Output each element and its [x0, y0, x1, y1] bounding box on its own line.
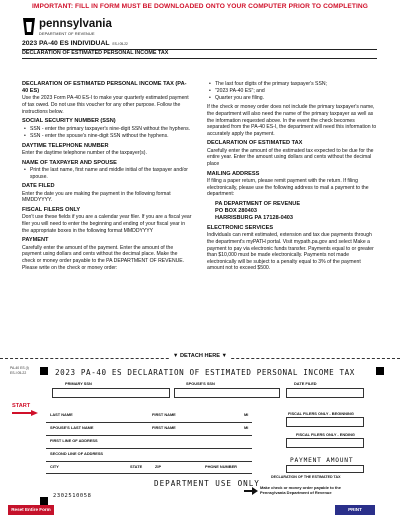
- primary-ssn-field[interactable]: [52, 388, 170, 398]
- declaration-label: DECLARATION OF THE ESTIMATED TAX: [271, 475, 341, 479]
- download-warning-banner: IMPORTANT: FILL IN FORM MUST BE DOWNLOADED ONTO YOUR COMPUTER PRIOR TO COMPLETING: [31, 3, 369, 10]
- phone-label: PHONE NUMBER: [205, 464, 237, 469]
- form-subtitle: DECLARATION OF ESTIMATED PERSONAL INCOME TAX: [22, 50, 169, 56]
- fiscal-begin-label: FISCAL FILERS ONLY - BEGINNING: [288, 411, 354, 416]
- fiscal-end-field[interactable]: [286, 438, 364, 448]
- section-text: Individuals can remit estimated, extension and tax due payments through the department's myPATH portal. Visit mypath.pa.gov and select Make a payment to pay via electronic funds transfer. Payments equal to or greater than $10,000 must be made electronically. Payments not made electronically will be subject to a penalty equal to 3% of the payment amount not to exceed $500.: [207, 232, 374, 272]
- address-line: PO BOX 280403: [215, 207, 257, 214]
- spouse-ssn-label: SPOUSE'S SSN: [186, 381, 215, 386]
- registration-mark: [376, 367, 384, 375]
- logo-department: DEPARTMENT OF REVENUE: [39, 32, 95, 36]
- section-heading: DATE FILED: [22, 183, 55, 190]
- department-use-only: DEPARTMENT USE ONLY: [154, 479, 260, 488]
- registration-mark: [40, 497, 48, 505]
- address-line2-field[interactable]: [46, 461, 252, 462]
- state-label: STATE: [130, 464, 143, 469]
- payment-instructions-note: Make check or money order payable to the Pennsylvania Department of Revenue: [260, 485, 341, 495]
- section-text: Use the 2023 Form PA-40 ES-I to make your quarterly estimated payment of tax owed. Do not use this voucher for any other purpose. Follow the instructions below.: [22, 95, 189, 115]
- check-note-bullets: [207, 81, 377, 102]
- bullet-item: • SSN - enter the primary taxpayer's nine-digit SSN without the hyphens.: [22, 126, 192, 133]
- start-label: START: [12, 403, 31, 409]
- section-heading: PAYMENT: [22, 237, 49, 244]
- section-heading: DECLARATION OF ESTIMATED PERSONAL INCOME TAX (PA-40 ES): [22, 81, 187, 94]
- spouse-mi-label: MI: [244, 425, 249, 430]
- coupon-rev-code: ES-I 05-22: [10, 371, 27, 375]
- name-bullets: [22, 167, 192, 180]
- bullet-item: • "2023 PA-40 ES"; and: [207, 88, 377, 95]
- address-line1-field[interactable]: [46, 448, 252, 449]
- form-title-text: 2023 PA-40 ES INDIVIDUAL: [22, 40, 110, 47]
- spouse-last-name-label: SPOUSE'S LAST NAME: [50, 425, 94, 430]
- section-text: Carefully enter the amount of the estimated tax expected to be due for the entire year. Enter the amount using dollars and cents without the decimal place: [207, 147, 374, 168]
- start-arrow-icon: [12, 410, 38, 416]
- instructions-right-column: [207, 80, 377, 272]
- name-line[interactable]: [46, 422, 252, 423]
- print-button[interactable]: PRINT: [335, 505, 375, 515]
- address-line1-label: FIRST LINE OF ADDRESS: [50, 438, 98, 443]
- city-label: CITY: [50, 464, 59, 469]
- section-text: Enter the daytime telephone number of the taxpayer(s).: [22, 149, 147, 156]
- coupon-form-code: PA-40 ES (I): [10, 366, 29, 370]
- scan-line-number: 2302510058: [53, 493, 92, 499]
- address-line2-label: SECOND LINE OF ADDRESS: [50, 451, 104, 456]
- section-text: Don't use these fields if you are a calendar year filer. If you are a fiscal year filer you will need to enter the beginning and ending of your fiscal year in the appropriate boxes in the following format MMDDYYYY: [22, 214, 192, 234]
- section-heading: ELECTRONIC SERVICES: [207, 224, 274, 231]
- section-heading: NAME OF TAXPAYER AND SPOUSE: [22, 159, 117, 166]
- mailing-address: [215, 201, 377, 222]
- section-heading: DAYTIME TELEPHONE NUMBER: [22, 142, 109, 149]
- spouse-first-name-label: FIRST NAME: [152, 425, 176, 430]
- form-revision: ES-I 05-22: [112, 42, 128, 46]
- form-title: [22, 40, 128, 47]
- spouse-ssn-field[interactable]: [174, 388, 280, 398]
- bullet-item: • The last four digits of the primary taxpayer's SSN;: [207, 81, 377, 88]
- registration-mark: [40, 367, 48, 375]
- detach-line: [0, 353, 400, 363]
- zip-label: ZIP: [155, 464, 162, 469]
- section-heading: SOCIAL SECURITY NUMBER (SSN): [22, 118, 116, 125]
- fiscal-end-label: FISCAL FILERS ONLY - ENDING: [296, 432, 355, 437]
- subtitle-rule: [22, 58, 377, 59]
- city-state-zip-line[interactable]: [46, 473, 252, 474]
- bullet-item: • Print the last name, first name and middle initial of the taxpayer and/or spouse.: [22, 167, 192, 180]
- section-text: Enter the date you are making the payment in the following format MMDDYYYY.: [22, 190, 171, 204]
- coupon-title: 2023 PA-40 ES DECLARATION OF ESTIMATED PERSONAL INCOME TAX: [55, 368, 355, 377]
- payment-amount-label: PAYMENT AMOUNT: [290, 457, 354, 464]
- date-filed-field[interactable]: [286, 388, 364, 398]
- section-text: If filing a paper return, please remit payment with the return. If filing electronically, please use the following address to mail a payment to the department:: [207, 178, 369, 198]
- detach-label: ▼ DETACH HERE ▼: [169, 353, 231, 359]
- arrow-right-icon: [244, 487, 258, 495]
- keystone-icon: [22, 17, 36, 37]
- payment-amount-field[interactable]: [286, 465, 364, 473]
- section-text: If the check or money order does not include the primary taxpayer's name, the department will also need the name of the primary taxpayer as well as the information requested above. In the event the check becomes separated from the PA-40 ES-I, the department will need this information to accurately apply the payment.: [207, 104, 377, 137]
- address-line: PA DEPARTMENT OF REVENUE: [215, 201, 301, 207]
- address-line: HARRISBURG PA 17128-0403: [215, 214, 294, 221]
- bullet-item: • Quarter you are filing.: [207, 95, 377, 102]
- first-name-label: FIRST NAME: [152, 412, 176, 417]
- section-text: Carefully enter the amount of the payment. Enter the amount of the payment using dollars and cents without the decimal place. Make the check or money order payable to the PA DEPARTMENT OF REVENUE. Please write on the check or money order:: [22, 244, 185, 271]
- spouse-name-line[interactable]: [46, 435, 252, 436]
- mi-label: MI: [244, 412, 249, 417]
- reset-form-button[interactable]: Reset Entire Form: [8, 505, 54, 515]
- logo-name: pennsylvania: [39, 18, 112, 30]
- primary-ssn-label: PRIMARY SSN: [65, 381, 92, 386]
- section-heading: DECLARATION OF ESTIMATED TAX: [207, 140, 303, 147]
- last-name-label: LAST NAME: [50, 412, 73, 417]
- bullet-item: • SSN - enter the spouse's nine-digit SSN without the hyphens.: [22, 133, 192, 140]
- section-heading: FISCAL FILERS ONLY: [22, 207, 81, 213]
- ssn-bullets: [22, 126, 192, 140]
- section-heading: MAILING ADDRESS: [207, 170, 260, 177]
- instructions-left-column: [22, 78, 192, 271]
- fiscal-begin-field[interactable]: [286, 417, 364, 427]
- date-filed-label: DATE FILED: [294, 381, 317, 386]
